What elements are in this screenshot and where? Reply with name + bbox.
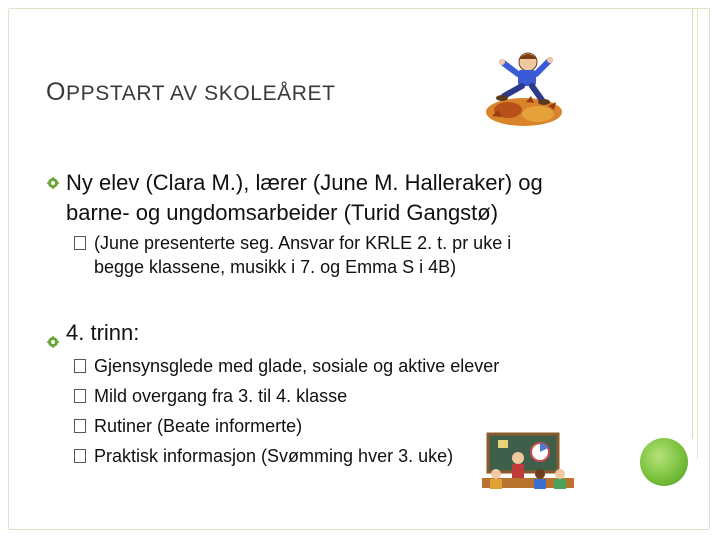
decor-line xyxy=(692,9,693,439)
bullet-1-line-1: Ny elev (Clara M.), lærer (June M. Halleraker) og xyxy=(66,170,543,195)
bullet-1-line-2: barne- og ungdomsarbeider (Turid Gangstø) xyxy=(66,200,499,225)
bullet-2-line-1: 4. trinn: xyxy=(66,320,140,345)
sub-1-1-line-1: (June presenterte seg. Ansvar for KRLE 2. t. pr uke i xyxy=(94,233,512,253)
sub-item-2-1 xyxy=(74,354,499,378)
decor-line-2 xyxy=(697,9,698,459)
box-bullet-icon xyxy=(74,419,86,433)
sub-1-1-line-2: begge klassene, musikk i 7. og Emma S i 4B) xyxy=(94,257,457,277)
green-circle-decoration xyxy=(640,438,688,486)
title-rest: PPSTART AV SKOLEÅRET xyxy=(66,82,336,105)
box-bullet-icon xyxy=(74,359,86,373)
sub-item-2-3 xyxy=(74,414,302,438)
box-bullet-icon xyxy=(74,389,86,403)
bullet-item-2 xyxy=(66,318,139,348)
gear-bullet-icon xyxy=(47,336,59,348)
sub-item-1-1 xyxy=(74,231,511,279)
slide-title xyxy=(46,78,336,107)
bullet-item-1 xyxy=(66,168,543,228)
sub-2-1-text: Gjensynsglede med glade, sosiale og aktive elever xyxy=(94,356,500,376)
box-bullet-icon xyxy=(74,236,86,250)
boy-jumping-leaves-clipart xyxy=(478,46,564,128)
sub-item-2-4 xyxy=(74,444,453,468)
classroom-teacher-clipart xyxy=(478,430,576,496)
sub-2-4-text: Praktisk informasjon (Svømming hver 3. uke) xyxy=(94,446,454,466)
title-initial: O xyxy=(46,78,67,106)
gear-bullet-icon xyxy=(47,177,59,189)
sub-2-3-text: Rutiner (Beate informerte) xyxy=(94,416,303,436)
sub-2-2-text: Mild overgang fra 3. til 4. klasse xyxy=(94,386,348,406)
sub-item-2-2 xyxy=(74,384,347,408)
box-bullet-icon xyxy=(74,449,86,463)
